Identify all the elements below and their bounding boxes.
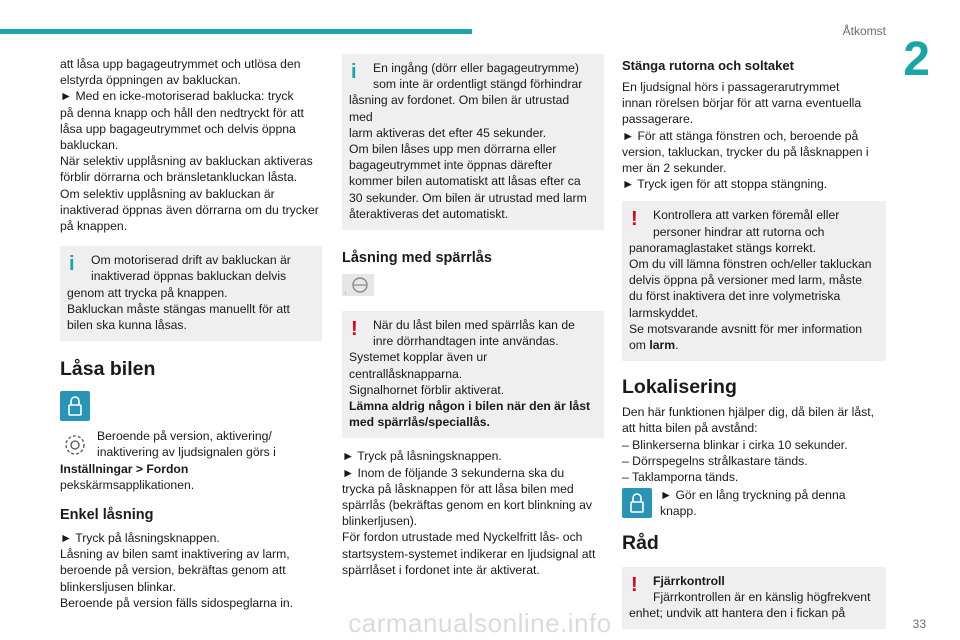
- text-line: trycka på låsknappen för att låsa bilen med: [342, 481, 574, 496]
- alarm-reference: larm: [649, 338, 676, 353]
- text-line: spärrlåset i fordonet inte är aktiverat.: [342, 562, 540, 577]
- text-line: Systemet kopplar även ur: [349, 350, 488, 365]
- svg-text:↓: ↓: [344, 290, 347, 297]
- text-line: Om selektiv upplåsning av bakluckan är: [60, 186, 275, 201]
- warning-icon: !: [351, 318, 358, 341]
- column-1: [60, 56, 322, 611]
- chapter-number: 2: [903, 33, 930, 86]
- text-line: på knappen.: [60, 219, 128, 234]
- heading-lock-car: Låsa bilen: [60, 358, 156, 381]
- warning-icon: !: [631, 573, 638, 596]
- text-line: Låsning av bilen samt inaktivering av larm,: [60, 547, 290, 562]
- lock-icon: [622, 488, 652, 518]
- text-line: [60, 461, 322, 493]
- text-line: kommer bilen automatiskt att låsas efter ca: [349, 174, 581, 189]
- text-line: låsning av fordonet. Om bilen är utrustad med: [349, 93, 570, 124]
- text-line: En ingång (dörr eller bagageutrymme): [373, 61, 579, 75]
- text-line: – Dörrspegelns strålkastare tänds.: [622, 453, 808, 468]
- text-line: inaktiverad öppnas även dörrarna om du trycker: [60, 202, 319, 217]
- warning-box: [342, 311, 604, 438]
- text-line: du först inaktivera det inre volymetriska: [629, 289, 841, 304]
- lock-icon: [60, 391, 90, 421]
- warning-icon: !: [631, 208, 638, 231]
- deadlock-icon-wrap: [342, 274, 604, 301]
- text-line: Den här funktionen hjälper dig, då bilen är låst,: [622, 405, 875, 420]
- text-line: inaktivering av ljudsignalen görs i: [97, 445, 276, 460]
- text-line: 30 sekunder. Om bilen är utrustad med larm: [349, 190, 587, 205]
- text-line: Om bilen låses upp men dörrarna eller: [349, 142, 557, 157]
- simple-lock-paragraph: [60, 530, 322, 611]
- text-line: Se motsvarande avsnitt för mer information: [629, 321, 863, 336]
- text-line: centrallåsknapparna.: [349, 366, 463, 381]
- text-line: låsa upp bagageutrymmet och delvis öppna: [60, 121, 296, 136]
- text-fragment: om: [629, 338, 650, 353]
- text-line: bagageutrymmet inte öppnas därefter: [349, 158, 553, 173]
- text-line: För fordon utrustade med Nyckelfritt lås- och: [342, 530, 583, 545]
- text-line: ► Tryck på låsningsknappen.: [342, 449, 502, 464]
- heading-close-windows: Stänga rutorna och soltaket: [622, 58, 794, 73]
- text-line: återaktiveras det automatiskt.: [349, 206, 509, 221]
- info-box: [342, 54, 604, 230]
- heading-simple-lock: Enkel låsning: [60, 507, 154, 524]
- column-3: [622, 56, 886, 629]
- warning-box: [622, 201, 886, 361]
- windows-paragraph: [622, 79, 886, 192]
- text-line: Beroende på version, aktivering/: [97, 429, 272, 444]
- gear-icon: [60, 430, 90, 460]
- text-line: mer än 2 sekunder.: [622, 161, 727, 176]
- settings-paragraph: [60, 428, 322, 493]
- lock-button-icon: [60, 391, 322, 426]
- text-line: blinkerljusen).: [342, 514, 418, 529]
- text-fragment: .: [675, 338, 679, 353]
- text-line: inaktiverad öppnas bakluckan delvis: [91, 269, 287, 284]
- text-line: ► För att stänga fönstren och, beroende på: [622, 128, 859, 143]
- settings-path: Inställningar > Fordon: [60, 461, 189, 476]
- column-2: [342, 56, 604, 578]
- text-line: bakluckan.: [60, 138, 119, 153]
- text-line: Om du vill lämna fönstren och/eller takluckan: [629, 257, 872, 272]
- watermark: carmanualsonline.info: [348, 608, 612, 638]
- text-line: Kontrollera att varken föremål eller: [653, 208, 840, 223]
- info-box: [60, 246, 322, 341]
- header-accent-bar: [0, 29, 472, 34]
- text-line: startsystem-systemet indikerar en ljudsignal att: [342, 546, 596, 561]
- text-line: – Blinkerserna blinkar i cirka 10 sekunder.: [622, 437, 848, 452]
- text-line: När du låst bilen med spärrlås kan de: [373, 318, 575, 333]
- text-line: panoramaglastaket stängs korrekt.: [629, 240, 816, 255]
- text-line: med spärrlås/speciallås.: [349, 415, 490, 430]
- text-line: genom att trycka på knappen.: [67, 285, 228, 300]
- text-line: När selektiv upplåsning av bakluckan aktiveras: [60, 154, 313, 169]
- info-icon: i: [69, 253, 75, 276]
- text-line: elstyrda öppningen av bakluckan.: [60, 73, 241, 88]
- text-line: Signalhornet förblir aktiverat.: [349, 382, 505, 397]
- text-line: ► Med en icke-motoriserad baklucka: tryck: [60, 89, 294, 104]
- deadlock-paragraph: [342, 448, 604, 578]
- text-line: att låsa upp bagageutrymmet och utlösa den: [60, 57, 301, 71]
- text-line: knapp.: [660, 504, 697, 519]
- heading-deadlock: Låsning med spärrlås: [342, 250, 492, 267]
- steering-wheel-icon: [342, 274, 374, 296]
- text-line: att hitta bilen på avstånd:: [622, 421, 758, 436]
- text-line: som inte är ordentligt stängd förhindrar: [373, 77, 583, 92]
- locate-paragraph: [622, 404, 886, 485]
- text-line: ► Tryck på låsningsknappen.: [60, 531, 220, 546]
- text-line: delvis öppna på versioner med larm, måste: [629, 273, 863, 288]
- text-line: ► Tryck igen för att stoppa stängning.: [622, 177, 828, 192]
- text-line: [629, 337, 878, 353]
- text-line: Fjärrkontroll: [653, 573, 725, 588]
- heading-locate: Lokalisering: [622, 376, 737, 399]
- section-title: Åtkomst: [842, 24, 886, 38]
- locate-button-paragraph: [622, 487, 886, 519]
- text-line: Fjärrkontrollen är en känslig högfrekvent: [653, 589, 871, 604]
- text-line: Bakluckan måste stängas manuellt för att: [67, 301, 290, 316]
- text-line: version, takluckan, trycker du på låsknappen i: [622, 144, 869, 159]
- page-number: 33: [912, 617, 926, 631]
- text-line: blinkersljusen blinkar.: [60, 579, 176, 594]
- text-line: – Taklamporna tänds.: [622, 470, 739, 485]
- text-line: En ljudsignal hörs i passagerarutrymmet: [622, 80, 840, 94]
- text-line: Lämna aldrig någon i bilen när den är låst: [349, 399, 591, 414]
- text-line: ► Inom de följande 3 sekunderna ska du: [342, 465, 565, 480]
- text-line: Beroende på version fälls sidospeglarna in.: [60, 595, 294, 610]
- text-line: passagerare.: [622, 112, 694, 127]
- text-line: enhet; undvik att hantera den i fickan på: [629, 606, 846, 621]
- text-line: beroende på version, bekräftas genom att: [60, 563, 286, 578]
- text-line: förblir dörrarna och bränsletankluckan låsta.: [60, 170, 298, 185]
- text-line: bilen ska kunna låsas.: [67, 318, 187, 333]
- heading-advice: Råd: [622, 531, 659, 554]
- text-line: innan rörelsen börjar för att varna eventuella: [622, 96, 862, 111]
- text-line: på denna knapp och håll den nedtryckt för att: [60, 105, 304, 120]
- text-line: spärrlås (bekräftas genom en kort blinkning av: [342, 498, 592, 513]
- text-line: larm aktiveras det efter 45 sekunder.: [349, 125, 547, 140]
- settings-rest: pekskärmsapplikationen.: [60, 477, 195, 492]
- intro-paragraph: [60, 56, 322, 234]
- text-line: ► Gör en lång tryckning på denna: [660, 488, 846, 503]
- text-line: Om motoriserad drift av bakluckan är: [91, 253, 291, 268]
- text-line: larmskyddet.: [629, 305, 699, 320]
- text-line: inre dörrhandtagen inte användas.: [373, 334, 559, 349]
- text-line: personer hindrar att rutorna och: [653, 224, 825, 239]
- info-icon: i: [351, 61, 357, 83]
